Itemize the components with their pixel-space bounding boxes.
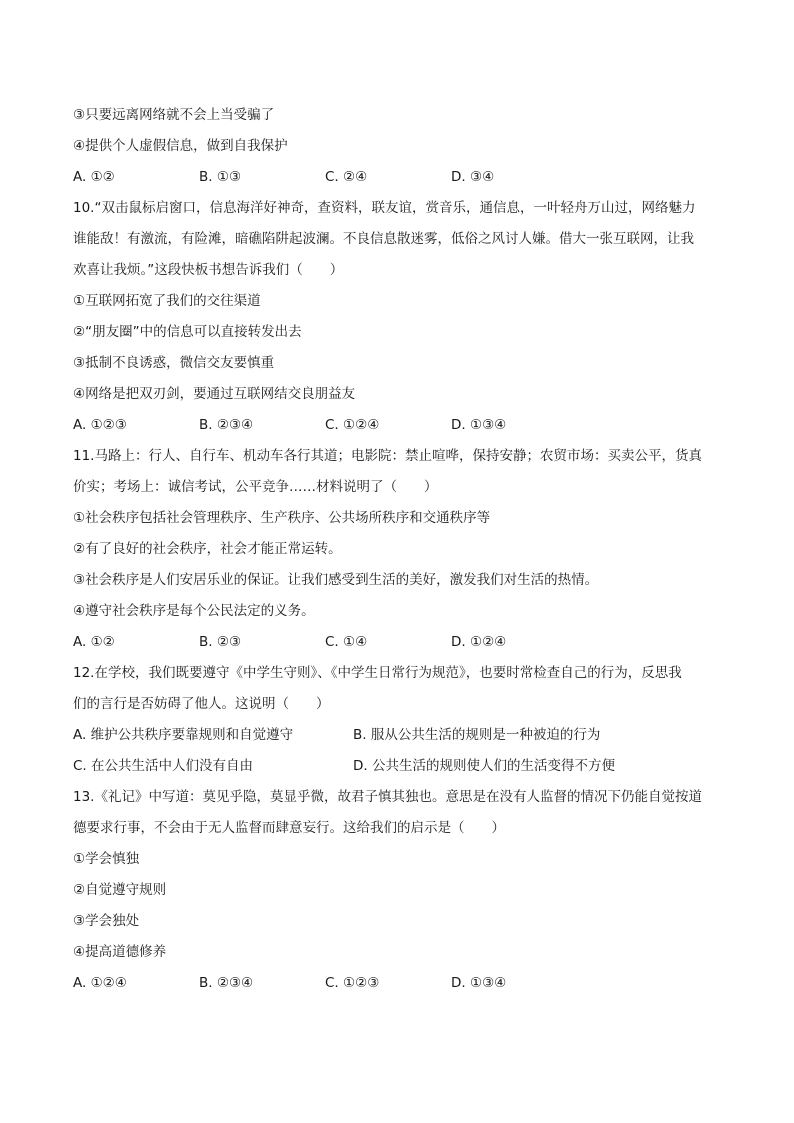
option-a: A. 维护公共秩序要靠规则和自觉遵守 xyxy=(73,727,294,743)
answer-options xyxy=(73,162,723,193)
question-stem-line: 价实；考场上：诚信考试，公平竞争……材料说明了（ ） xyxy=(73,479,438,495)
question-9 xyxy=(73,100,723,193)
option-b: B. ②③④ xyxy=(199,417,254,433)
question-stem-line: 们的言行是否妨碍了他人。这说明（ ） xyxy=(73,696,330,712)
choice-item: ①互联网拓宽了我们的交往渠道 xyxy=(73,293,261,309)
option-a: A. ①②③ xyxy=(73,417,127,433)
answer-options-row-2 xyxy=(73,751,723,782)
option-b: B. 服从公共生活的规则是一种被迫的行为 xyxy=(353,727,601,743)
question-stem-line: 10.“双击鼠标启窗口，信息海洋好神奇，查资料，联友谊，赏音乐，通信息，一叶轻舟万山过，网络魅力 xyxy=(73,200,696,216)
option-a: A. ①②④ xyxy=(73,975,127,991)
question-stem-line: 13.《礼记》中写道：莫见乎隐，莫显乎微，故君子慎其独也。意思是在没有人监督的情况下仍能自觉按道 xyxy=(73,789,702,805)
choice-item: ②有了良好的社会秩序，社会才能正常运转。 xyxy=(73,541,342,557)
choice-item: ③抵制不良诱惑，微信交友要慎重 xyxy=(73,355,275,371)
option-c: C. ②④ xyxy=(325,169,368,185)
choice-item: ④遵守社会秩序是每个公民法定的义务。 xyxy=(73,603,315,619)
answer-options xyxy=(73,968,723,999)
choice-item: ③只要远离网络就不会上当受骗了 xyxy=(73,107,275,123)
option-d: D. ①③④ xyxy=(451,975,507,991)
choice-item: ②自觉遵守规则 xyxy=(73,882,167,898)
choice-item: ④提供个人虚假信息，做到自我保护 xyxy=(73,138,288,154)
option-c: C. 在公共生活中人们没有自由 xyxy=(73,758,254,774)
question-10 xyxy=(73,193,723,441)
choice-item: ②“朋友圈”中的信息可以直接转发出去 xyxy=(73,324,302,340)
option-d: D. 公共生活的规则使人们的生活变得不方便 xyxy=(353,758,615,774)
question-list xyxy=(73,100,723,999)
option-d: D. ③④ xyxy=(451,169,495,185)
answer-options xyxy=(73,410,723,441)
answer-options-row-1 xyxy=(73,720,723,751)
choice-item: ③社会秩序是人们安居乐业的保证。让我们感受到生活的美好，激发我们对生活的热情。 xyxy=(73,572,599,588)
question-stem-line: 德要求行事，不会由于无人监督而肆意妄行。这给我们的启示是（ ） xyxy=(73,820,505,836)
option-d: D. ①②④ xyxy=(451,634,507,650)
choice-item: ①学会慎独 xyxy=(73,851,140,867)
option-b: B. ②③④ xyxy=(199,975,254,991)
question-11 xyxy=(73,441,723,658)
question-stem-line: 谁能敌！有激流，有险滩，暗礁陷阱起波澜。不良信息散迷雾，低俗之风讨人嫌。借大一张互联网，让我 xyxy=(73,231,694,247)
option-c: C. ①②④ xyxy=(325,417,380,433)
option-b: B. ①③ xyxy=(199,169,242,185)
choice-item: ①社会秩序包括社会管理秩序、生产秩序、公共场所秩序和交通秩序等 xyxy=(73,510,491,526)
option-a: A. ①② xyxy=(73,169,115,185)
option-b: B. ②③ xyxy=(199,634,242,650)
answer-options xyxy=(73,627,723,658)
choice-item: ④网络是把双刃剑，要通过互联网结交良朋益友 xyxy=(73,386,356,402)
option-d: D. ①③④ xyxy=(451,417,507,433)
question-13 xyxy=(73,782,723,999)
question-stem-line: 欢喜让我烦。”这段快板书想告诉我们（ ） xyxy=(73,262,344,278)
choice-item: ④提高道德修养 xyxy=(73,944,167,960)
question-12 xyxy=(73,658,723,782)
option-a: A. ①② xyxy=(73,634,115,650)
question-stem-line: 11.马路上：行人、自行车、机动车各行其道；电影院：禁止喧哗，保持安静；农贸市场：买卖公平，货真 xyxy=(73,448,702,464)
option-c: C. ①②③ xyxy=(325,975,380,991)
option-c: C. ①④ xyxy=(325,634,368,650)
choice-item: ③学会独处 xyxy=(73,913,140,929)
question-stem-line: 12.在学校，我们既要遵守《中学生守则》、《中学生日常行为规范》，也要时常检查自己的行为，反思我 xyxy=(73,665,682,681)
